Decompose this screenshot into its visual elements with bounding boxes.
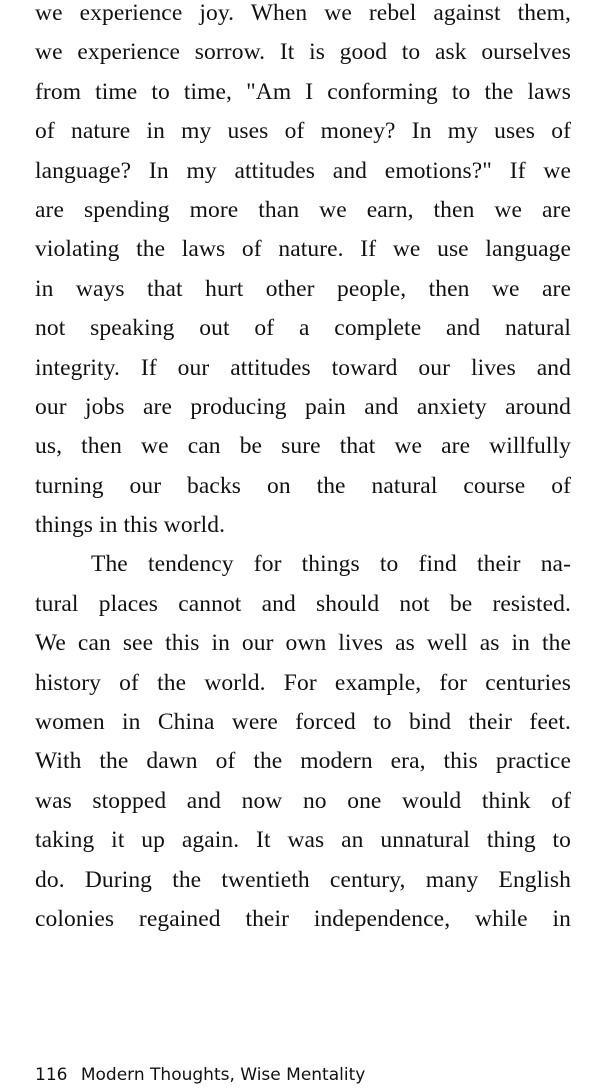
text-line: turning our backs on the natural course of [35,472,571,499]
text-line: language? In my attitudes and emotions?" If we [35,157,571,184]
body-text [35,0,571,939]
page-footer [35,1064,365,1086]
text-line: we experience joy. When we rebel against them, [35,0,571,26]
text-line: was stopped and now no one would think of [35,787,571,814]
text-line: not speaking out of a complete and natural [35,315,571,342]
running-title: Modern Thoughts, Wise Mentality [80,1065,366,1085]
text-line: violating the laws of nature. If we use language [35,236,571,263]
text-line: women in China were forced to bind their feet. [35,709,571,736]
text-line: do. During the twentieth century, many English [35,866,571,893]
text-line: With the dawn of the modern era, this practice [35,748,571,775]
text-line: we experience sorrow. It is good to ask ourselves [35,39,571,66]
text-line: us, then we can be sure that we are willfully [35,433,571,460]
text-line: history of the world. For example, for centuries [35,669,571,696]
text-line: our jobs are producing pain and anxiety around [35,393,571,420]
text-line: things in this world. [35,512,226,539]
page-number: 116 [35,1065,68,1085]
text-line: tural places cannot and should not be resisted. [35,590,571,617]
text-line: The tendency for things to find their na- [91,551,571,578]
text-line: integrity. If our attitudes toward our lives and [35,354,571,381]
text-line: in ways that hurt other people, then we are [35,275,571,302]
text-line: We can see this in our own lives as well as in the [35,630,571,657]
text-line: are spending more than we earn, then we are [35,196,571,223]
text-line: colonies regained their independence, while in [35,905,571,932]
text-line: of nature in my uses of money? In my uses of [35,118,571,145]
text-line: from time to time, "Am I conforming to the laws [35,78,571,105]
text-line: taking it up again. It was an unnatural thing to [35,827,571,854]
